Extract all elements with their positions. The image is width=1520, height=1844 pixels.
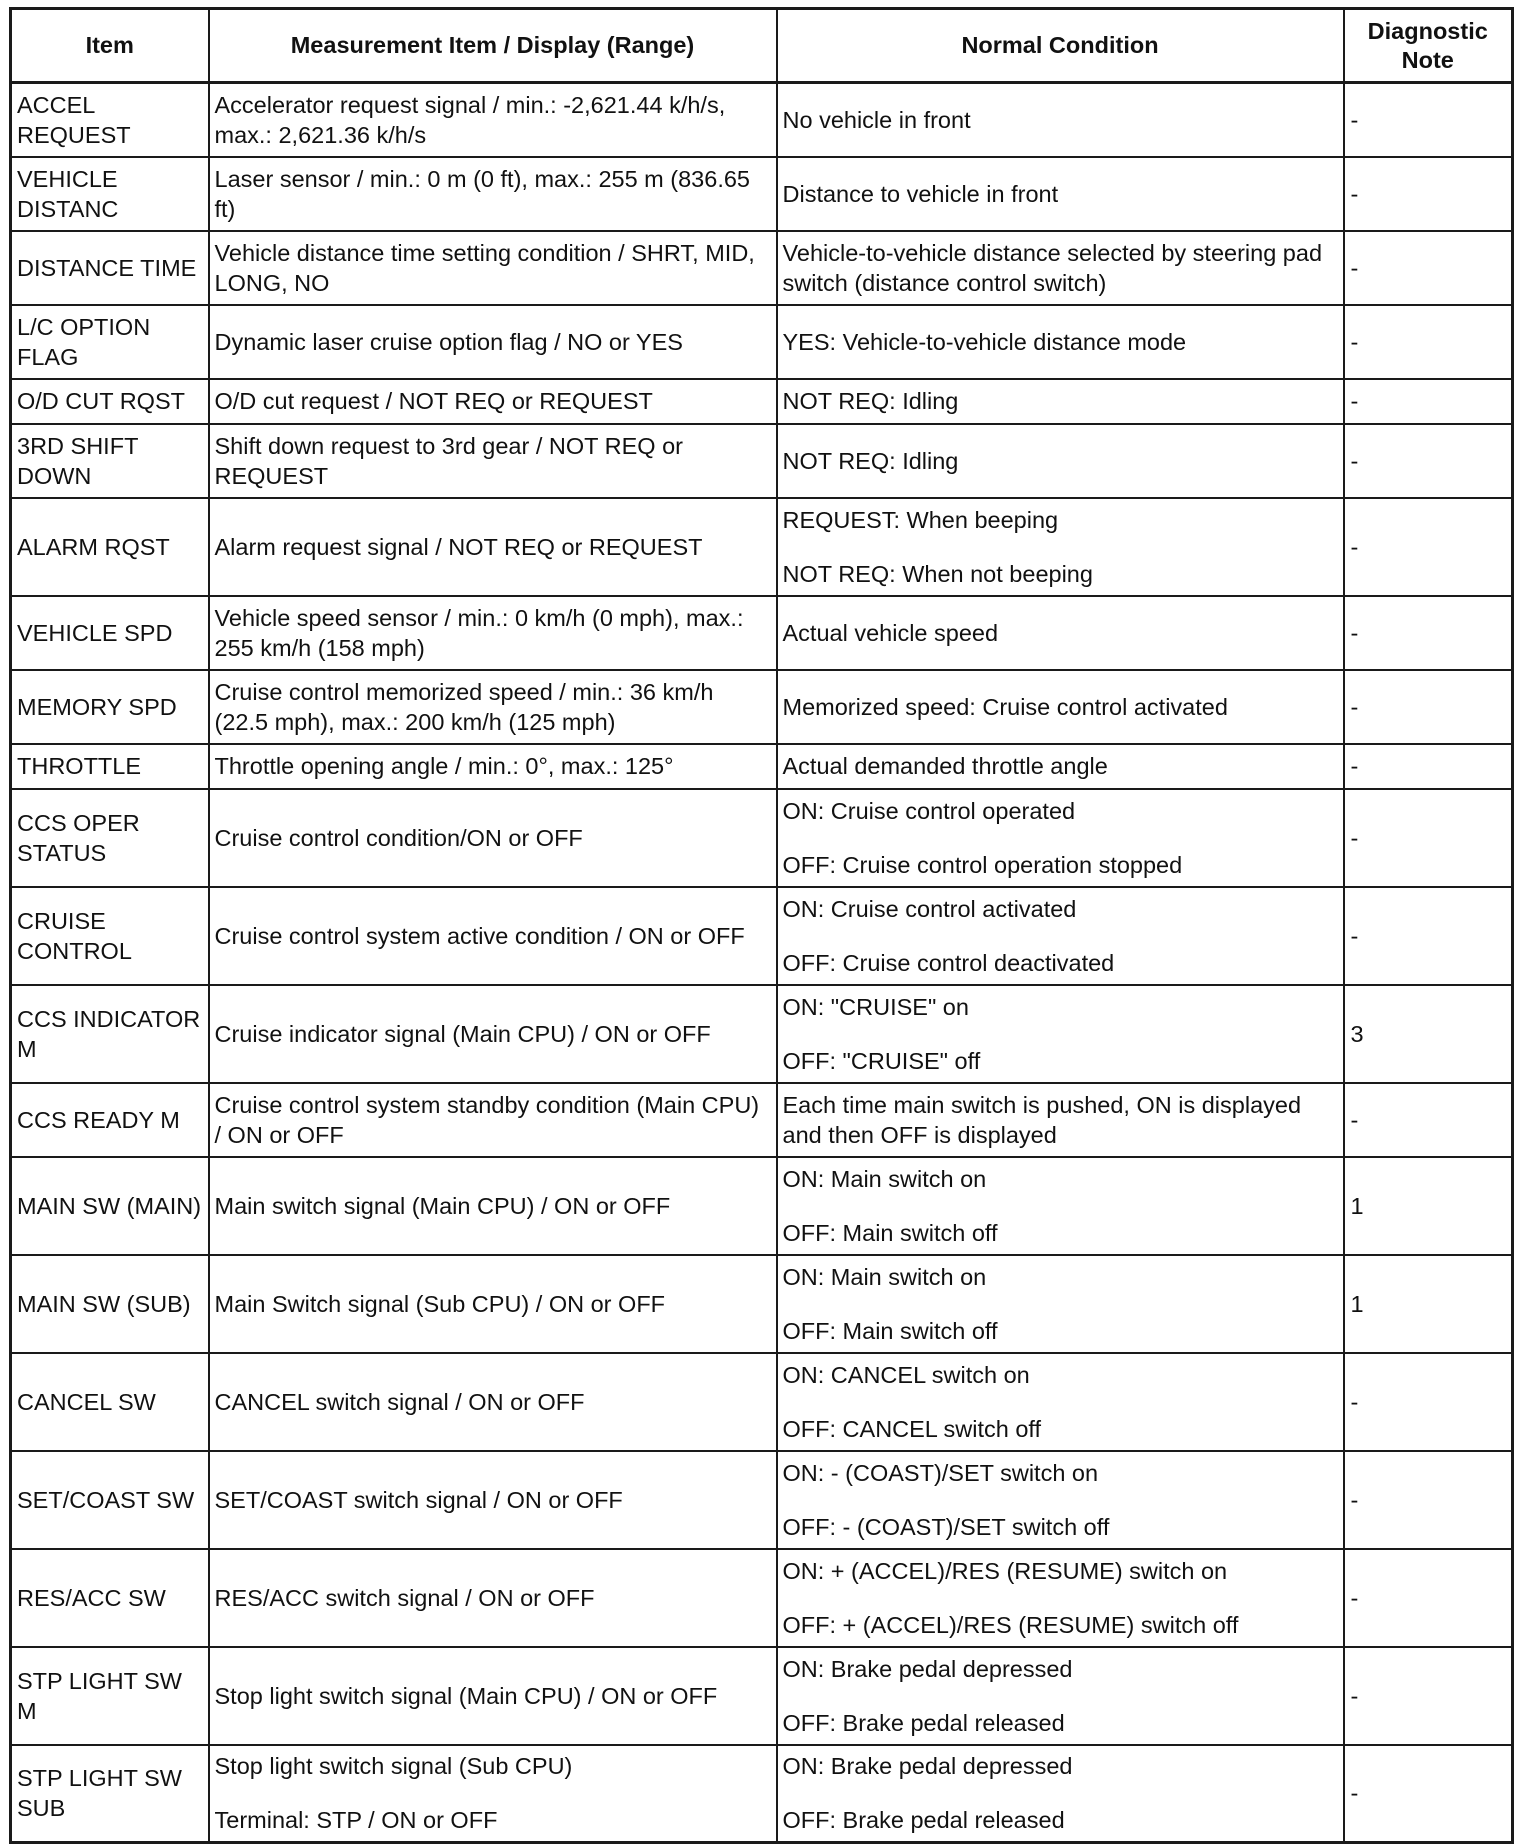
- cell-measurement-line: Cruise control system active condition / ON or OFF: [214, 922, 745, 949]
- cell-normal-condition-line: OFF: Cruise control deactivated: [782, 949, 1115, 976]
- cell-measurement-line: Main switch signal (Main CPU) / ON or OFF: [214, 1192, 671, 1219]
- header-item: Item: [11, 9, 209, 83]
- cell-measurement-line: CANCEL switch signal / ON or OFF: [214, 1388, 585, 1415]
- cell-measurement-line: Accelerator request signal / min.: -2,621.44 k/h/s, max.: 2,621.36 k/h/s: [214, 91, 726, 148]
- cell-item: MEMORY SPD: [11, 670, 209, 744]
- line-gap: [783, 826, 1338, 850]
- line-gap: [783, 1781, 1338, 1805]
- cell-measurement-line: Cruise control memorized speed / min.: 36 km/h (22.5 mph), max.: 200 km/h (125 mph): [214, 678, 714, 735]
- cell-item: ACCEL REQUEST: [11, 83, 209, 157]
- cell-item: CCS OPER STATUS: [11, 789, 209, 887]
- cell-normal-condition-line: NOT REQ: When not beeping: [782, 560, 1093, 587]
- cell-normal-condition: [777, 596, 1344, 670]
- cell-normal-condition-line: Distance to vehicle in front: [782, 180, 1059, 207]
- cell-diagnostic-note: -: [1344, 379, 1513, 424]
- cell-normal-condition: [777, 1255, 1344, 1353]
- cell-diagnostic-note: -: [1344, 305, 1513, 379]
- cell-normal-condition: [777, 744, 1344, 789]
- cell-measurement-line: RES/ACC switch signal / ON or OFF: [214, 1584, 595, 1611]
- cell-normal-condition: [777, 424, 1344, 498]
- table-row: [11, 670, 1513, 744]
- table-row: [11, 424, 1513, 498]
- cell-measurement: [209, 498, 777, 596]
- cell-normal-condition-line: OFF: Main switch off: [782, 1317, 998, 1344]
- cell-measurement: [209, 596, 777, 670]
- cell-measurement: [209, 1647, 777, 1745]
- cell-normal-condition: [777, 1549, 1344, 1647]
- cell-diagnostic-note: 3: [1344, 985, 1513, 1083]
- table-row: [11, 887, 1513, 985]
- cell-normal-condition-line: YES: Vehicle-to-vehicle distance mode: [782, 328, 1187, 355]
- cell-diagnostic-note: -: [1344, 596, 1513, 670]
- table-row: [11, 1353, 1513, 1451]
- table-body: [11, 83, 1513, 1843]
- table-row: [11, 985, 1513, 1083]
- cell-measurement-line: Terminal: STP / ON or OFF: [214, 1807, 498, 1834]
- line-gap: [783, 1488, 1338, 1512]
- header-note-line1: Diagnostic: [1367, 17, 1488, 44]
- cell-normal-condition: [777, 157, 1344, 231]
- cell-normal-condition: [777, 1451, 1344, 1549]
- table-row: [11, 744, 1513, 789]
- cell-item: VEHICLE DISTANC: [11, 157, 209, 231]
- cell-item: MAIN SW (MAIN): [11, 1157, 209, 1255]
- cell-item: MAIN SW (SUB): [11, 1255, 209, 1353]
- line-gap: [783, 1022, 1338, 1046]
- table-row: [11, 1255, 1513, 1353]
- cell-item: CRUISE CONTROL: [11, 887, 209, 985]
- cell-normal-condition: [777, 985, 1344, 1083]
- cell-measurement: [209, 231, 777, 305]
- cell-normal-condition-line: Memorized speed: Cruise control activated: [782, 693, 1228, 720]
- cell-normal-condition: [777, 887, 1344, 985]
- cell-item: DISTANCE TIME: [11, 231, 209, 305]
- line-gap: [783, 924, 1338, 948]
- cell-measurement-line: Cruise control system standby condition (Main CPU) / ON or OFF: [214, 1091, 760, 1148]
- cell-measurement: [209, 1083, 777, 1157]
- cell-measurement-line: O/D cut request / NOT REQ or REQUEST: [214, 388, 653, 414]
- table-row: [11, 305, 1513, 379]
- cell-diagnostic-note: -: [1344, 670, 1513, 744]
- cell-normal-condition-line: ON: Brake pedal depressed: [782, 1655, 1073, 1682]
- table-row: [11, 83, 1513, 157]
- cell-measurement-line: Shift down request to 3rd gear / NOT REQ or REQUEST: [214, 432, 683, 489]
- cell-measurement-line: Alarm request signal / NOT REQ or REQUEST: [214, 533, 703, 560]
- cell-item: VEHICLE SPD: [11, 596, 209, 670]
- cell-normal-condition-line: OFF: Brake pedal released: [782, 1807, 1065, 1834]
- cell-normal-condition-line: ON: Brake pedal depressed: [782, 1753, 1073, 1780]
- cell-diagnostic-note: -: [1344, 424, 1513, 498]
- cell-item: STP LIGHT SW M: [11, 1647, 209, 1745]
- table-row: [11, 789, 1513, 887]
- data-monitor-sheet: [9, 7, 1511, 1834]
- header-note-line2: Note: [1401, 46, 1454, 73]
- header-measurement: Measurement Item / Display (Range): [209, 9, 777, 83]
- cell-diagnostic-note: -: [1344, 1451, 1513, 1549]
- cell-normal-condition-line: NOT REQ: Idling: [782, 388, 959, 414]
- cell-normal-condition-line: ON: Cruise control operated: [782, 797, 1076, 824]
- cell-diagnostic-note: -: [1344, 231, 1513, 305]
- line-gap: [783, 535, 1338, 559]
- cell-normal-condition: [777, 1083, 1344, 1157]
- table-row: [11, 1647, 1513, 1745]
- table-row: [11, 157, 1513, 231]
- table-row: [11, 1745, 1513, 1843]
- table-row: [11, 1451, 1513, 1549]
- cell-measurement: [209, 1353, 777, 1451]
- line-gap: [783, 1292, 1338, 1316]
- cell-measurement-line: Main Switch signal (Sub CPU) / ON or OFF: [214, 1290, 666, 1317]
- cell-item: THROTTLE: [11, 744, 209, 789]
- cell-measurement-line: Laser sensor / min.: 0 m (0 ft), max.: 255 m (836.65 ft): [214, 165, 750, 222]
- cell-normal-condition-line: Each time main switch is pushed, ON is displayed and then OFF is displayed: [782, 1091, 1302, 1148]
- cell-diagnostic-note: -: [1344, 1647, 1513, 1745]
- cell-normal-condition-line: OFF: Cruise control operation stopped: [782, 851, 1183, 878]
- cell-measurement: [209, 1255, 777, 1353]
- table-row: [11, 1083, 1513, 1157]
- table-row: [11, 379, 1513, 424]
- cell-normal-condition-line: ON: CANCEL switch on: [782, 1361, 1030, 1388]
- cell-normal-condition: [777, 789, 1344, 887]
- cell-item: CCS INDICATOR M: [11, 985, 209, 1083]
- cell-normal-condition: [777, 1745, 1344, 1843]
- cell-item: CANCEL SW: [11, 1353, 209, 1451]
- cell-normal-condition-line: ON: Main switch on: [782, 1165, 987, 1192]
- cell-measurement: [209, 670, 777, 744]
- cell-measurement: [209, 744, 777, 789]
- cell-normal-condition-line: OFF: CANCEL switch off: [782, 1415, 1042, 1442]
- cell-item: O/D CUT RQST: [11, 379, 209, 424]
- cell-normal-condition: [777, 1647, 1344, 1745]
- cell-normal-condition: [777, 1157, 1344, 1255]
- cell-normal-condition-line: NOT REQ: Idling: [782, 447, 959, 474]
- cell-measurement: [209, 887, 777, 985]
- cell-measurement: [209, 83, 777, 157]
- cell-measurement-line: Vehicle distance time setting condition / SHRT, MID, LONG, NO: [214, 239, 755, 296]
- cell-item: STP LIGHT SW SUB: [11, 1745, 209, 1843]
- cell-normal-condition-line: No vehicle in front: [782, 106, 971, 133]
- line-gap: [783, 1684, 1338, 1708]
- cell-normal-condition-line: OFF: "CRUISE" off: [782, 1047, 981, 1074]
- cell-item: 3RD SHIFT DOWN: [11, 424, 209, 498]
- cell-measurement-line: Stop light switch signal (Sub CPU): [214, 1753, 573, 1780]
- cell-normal-condition-line: OFF: - (COAST)/SET switch off: [782, 1513, 1110, 1540]
- line-gap: [215, 1781, 771, 1805]
- header-row: [11, 9, 1513, 83]
- cell-diagnostic-note: -: [1344, 498, 1513, 596]
- cell-item: L/C OPTION FLAG: [11, 305, 209, 379]
- cell-measurement-line: SET/COAST switch signal / ON or OFF: [214, 1486, 623, 1513]
- cell-normal-condition-line: ON: + (ACCEL)/RES (RESUME) switch on: [782, 1557, 1228, 1584]
- cell-normal-condition-line: OFF: Main switch off: [782, 1219, 998, 1246]
- cell-measurement: [209, 1745, 777, 1843]
- cell-diagnostic-note: -: [1344, 1083, 1513, 1157]
- cell-normal-condition-line: Vehicle-to-vehicle distance selected by steering pad switch (distance control switch): [782, 239, 1323, 296]
- line-gap: [783, 1586, 1338, 1610]
- table-row: [11, 1549, 1513, 1647]
- data-monitor-table: [9, 7, 1514, 1844]
- table-row: [11, 231, 1513, 305]
- cell-measurement: [209, 157, 777, 231]
- cell-normal-condition: [777, 1353, 1344, 1451]
- cell-measurement: [209, 305, 777, 379]
- cell-normal-condition-line: OFF: Brake pedal released: [782, 1709, 1065, 1736]
- cell-measurement: [209, 789, 777, 887]
- cell-normal-condition: [777, 231, 1344, 305]
- cell-diagnostic-note: -: [1344, 744, 1513, 789]
- table-row: [11, 1157, 1513, 1255]
- cell-diagnostic-note: -: [1344, 887, 1513, 985]
- cell-item: RES/ACC SW: [11, 1549, 209, 1647]
- cell-measurement-line: Throttle opening angle / min.: 0°, max.: 125°: [214, 753, 674, 779]
- cell-normal-condition-line: OFF: + (ACCEL)/RES (RESUME) switch off: [782, 1611, 1239, 1638]
- cell-measurement-line: Stop light switch signal (Main CPU) / ON or OFF: [214, 1682, 718, 1709]
- cell-measurement-line: Vehicle speed sensor / min.: 0 km/h (0 mph), max.: 255 km/h (158 mph): [214, 604, 744, 661]
- cell-normal-condition-line: Actual vehicle speed: [782, 619, 999, 646]
- line-gap: [783, 1390, 1338, 1414]
- cell-diagnostic-note: -: [1344, 83, 1513, 157]
- cell-item: CCS READY M: [11, 1083, 209, 1157]
- cell-normal-condition-line: Actual demanded throttle angle: [782, 753, 1108, 779]
- cell-diagnostic-note: -: [1344, 1549, 1513, 1647]
- cell-normal-condition-line: ON: "CRUISE" on: [782, 993, 969, 1020]
- line-gap: [783, 1194, 1338, 1218]
- cell-measurement-line: Cruise control condition/ON or OFF: [214, 824, 583, 851]
- cell-normal-condition: [777, 305, 1344, 379]
- table-row: [11, 596, 1513, 670]
- cell-diagnostic-note: 1: [1344, 1157, 1513, 1255]
- cell-measurement-line: Dynamic laser cruise option flag / NO or YES: [214, 328, 683, 355]
- cell-measurement: [209, 1549, 777, 1647]
- cell-normal-condition: [777, 83, 1344, 157]
- table-row: [11, 498, 1513, 596]
- cell-normal-condition: [777, 498, 1344, 596]
- header-normal-condition: Normal Condition: [777, 9, 1344, 83]
- cell-diagnostic-note: -: [1344, 789, 1513, 887]
- cell-measurement: [209, 1451, 777, 1549]
- cell-measurement: [209, 985, 777, 1083]
- cell-diagnostic-note: -: [1344, 1353, 1513, 1451]
- cell-item: SET/COAST SW: [11, 1451, 209, 1549]
- cell-normal-condition-line: REQUEST: When beeping: [782, 506, 1059, 533]
- cell-normal-condition-line: ON: Main switch on: [782, 1263, 987, 1290]
- cell-measurement: [209, 424, 777, 498]
- cell-measurement: [209, 1157, 777, 1255]
- cell-item: ALARM RQST: [11, 498, 209, 596]
- cell-measurement: [209, 379, 777, 424]
- cell-diagnostic-note: -: [1344, 157, 1513, 231]
- cell-diagnostic-note: 1: [1344, 1255, 1513, 1353]
- cell-normal-condition: [777, 670, 1344, 744]
- cell-normal-condition-line: ON: Cruise control activated: [782, 895, 1077, 922]
- cell-measurement-line: Cruise indicator signal (Main CPU) / ON or OFF: [214, 1020, 711, 1047]
- cell-normal-condition-line: ON: - (COAST)/SET switch on: [782, 1459, 1099, 1486]
- cell-diagnostic-note: -: [1344, 1745, 1513, 1843]
- header-diagnostic-note: [1344, 9, 1513, 83]
- cell-normal-condition: [777, 379, 1344, 424]
